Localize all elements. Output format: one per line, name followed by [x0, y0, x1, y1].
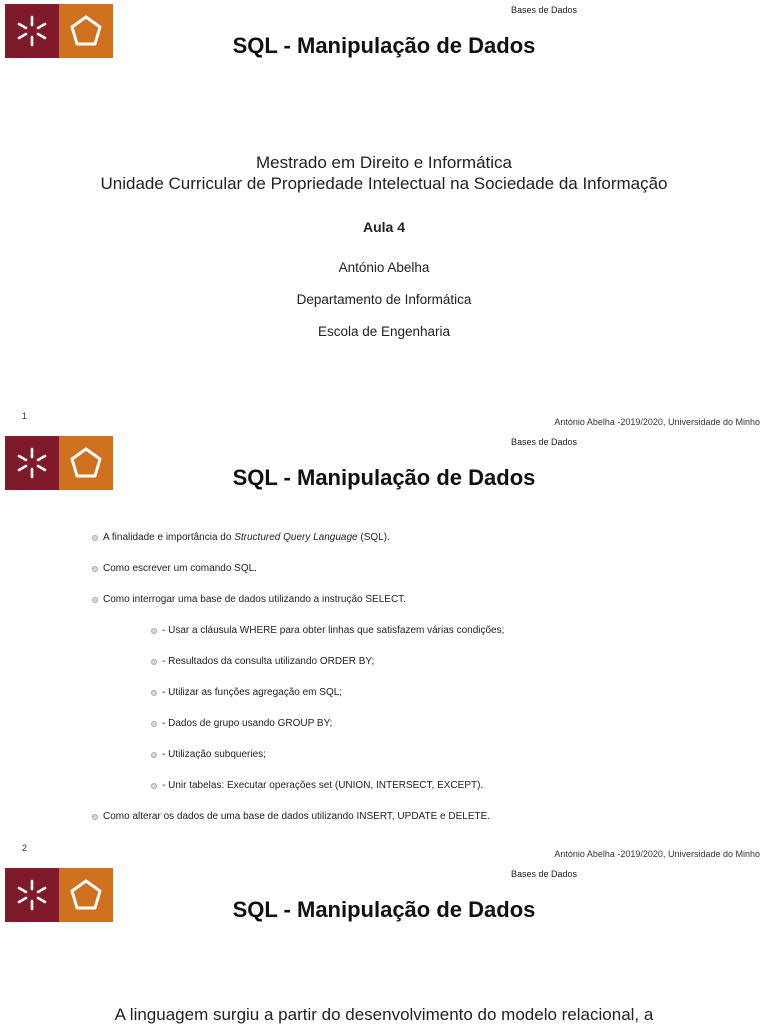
list-item-text: - Utilizar as funções agregação em SQL; [162, 687, 343, 698]
list-item-text: - Unir tabelas: Executar operações set (UNION, INTERSECT, EXCEPT). [162, 780, 484, 791]
sub-list-item [151, 780, 483, 791]
header-label: Bases de Dados [511, 5, 578, 15]
bullet-icon [151, 721, 157, 727]
footer-credit: António Abelha -2019/2020, Universidade do Minho [554, 417, 760, 427]
list-item-text: - Resultados da consulta utilizando ORDER BY; [162, 656, 375, 667]
bullet-icon [151, 690, 157, 696]
list-item-text: - Usar a cláusula WHERE para obter linhas que satisfazem várias condições; [162, 625, 505, 636]
footer-credit: António Abelha -2019/2020, Universidade do Minho [554, 849, 760, 859]
bullet-icon [151, 659, 157, 665]
lesson-label: Aula 4 [362, 219, 405, 235]
list-item-text: A finalidade e importância do Structured Query Language (SQL). [103, 532, 390, 543]
subtitle-line-2: Unidade Curricular de Propriedade Intelectual na Sociedade da Informação [100, 174, 668, 193]
slide-2 [0, 432, 768, 864]
list-item-text: - Utilização subqueries; [162, 749, 266, 760]
author-name: António Abelha [338, 260, 430, 275]
slide-title: SQL - Manipulação de Dados [232, 33, 536, 58]
sub-list-item [151, 687, 342, 698]
bullet-icon [92, 814, 98, 820]
bullet-icon [151, 752, 157, 758]
list-item [92, 563, 257, 574]
bullet-icon [92, 566, 98, 572]
slide-title: SQL - Manipulação de Dados [232, 897, 536, 922]
list-item [92, 532, 390, 543]
subtitle-line-1: Mestrado em Direito e Informática [255, 153, 513, 172]
bullet-icon [92, 597, 98, 603]
sub-list-item [151, 718, 332, 729]
list-item-text: Como alterar os dados de uma base de dados utilizando INSERT, UPDATE e DELETE. [103, 811, 491, 822]
bullet-icon [92, 535, 98, 541]
sub-list-item [151, 749, 266, 760]
body-paragraph: A linguagem surgiu a partir do desenvolvimento do modelo relacional, a [114, 1005, 654, 1024]
department-name: Departamento de Informática [296, 292, 472, 307]
list-item [92, 594, 406, 605]
list-item-text: - Dados de grupo usando GROUP BY; [162, 718, 333, 729]
slide-3 [0, 864, 768, 1024]
school-name: Escola de Engenharia [317, 324, 451, 339]
sub-list-item [151, 656, 374, 667]
bullet-icon [151, 783, 157, 789]
slide-title: SQL - Manipulação de Dados [232, 465, 536, 490]
header-label: Bases de Dados [511, 869, 578, 879]
page-number: 2 [22, 843, 28, 853]
course-subtitle [0, 152, 768, 194]
list-item-text: Como escrever um comando SQL. [103, 563, 257, 574]
bullet-icon [151, 628, 157, 634]
sub-list-item [151, 625, 504, 636]
list-item-text: Como interrogar uma base de dados utilizando a instrução SELECT. [103, 594, 406, 605]
header-label: Bases de Dados [511, 437, 578, 447]
slide-1 [0, 0, 768, 432]
list-item [92, 811, 490, 822]
page-number: 1 [22, 411, 28, 421]
